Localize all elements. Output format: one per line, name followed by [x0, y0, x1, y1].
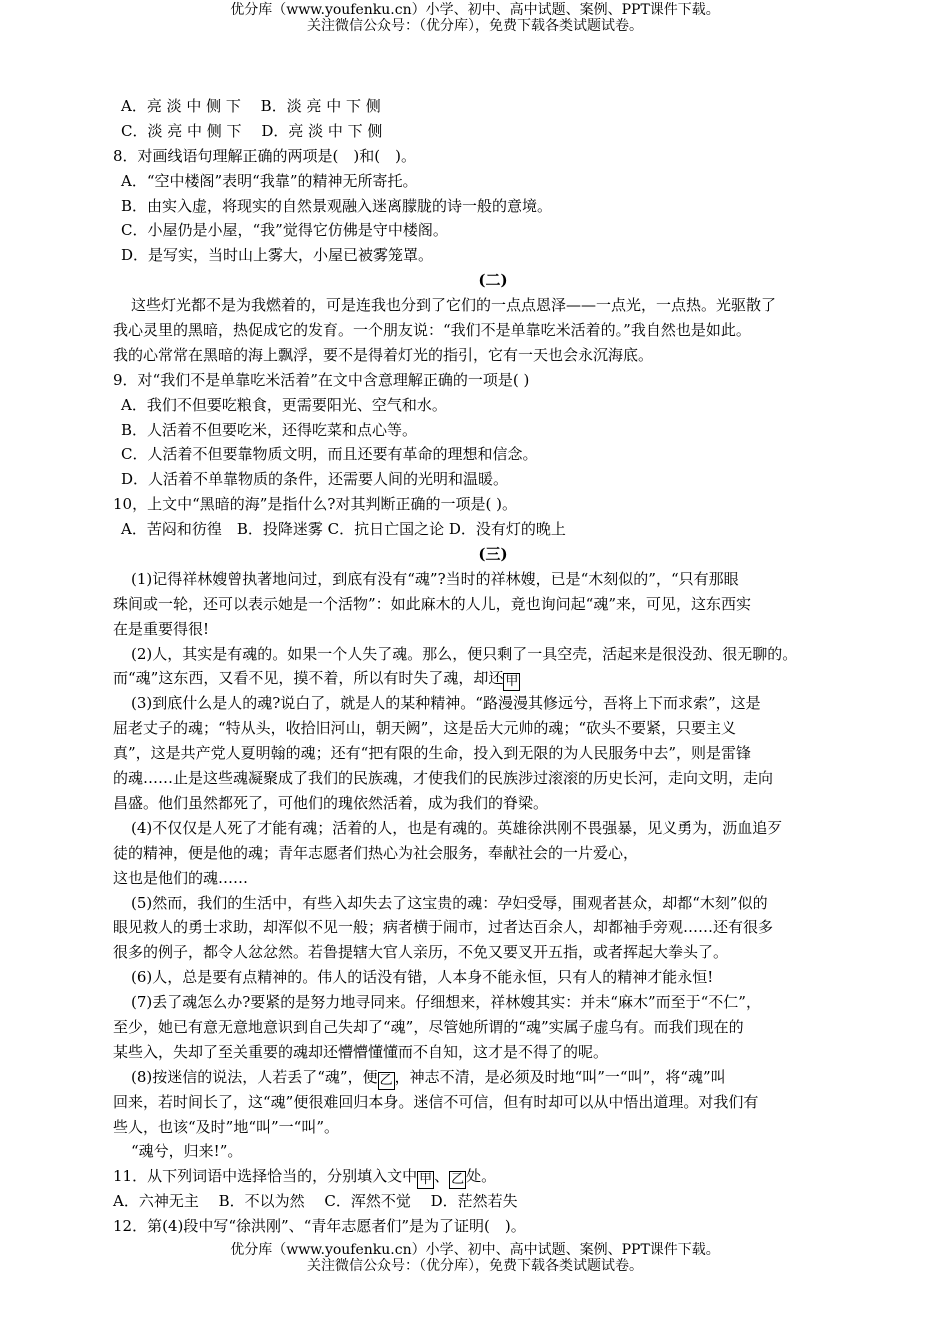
q11-stem-text: 处。	[466, 1167, 497, 1186]
section-3-paragraph-line: 至少，她已有意无意地意识到自己失却了“魂”，尽管她所谓的“魂”实属子虚乌有。而我们现在的	[113, 1017, 744, 1036]
section-3-paragraph-line: 在是重要得很!	[113, 619, 210, 638]
footer-line-2: 关注微信公众号：（优分库），免费下载各类试题试卷。	[307, 1258, 643, 1274]
section-3-paragraph-line: 这也是他们的魂……	[113, 868, 249, 887]
q9-option-b: B．人活着不但要吃米，还得吃菜和点心等。	[121, 420, 418, 439]
q11-options: A．六神无主 B．不以为然 C．浑然不觉 D．茫然若失	[113, 1192, 518, 1211]
section-3-paragraph-line: 徒的精神，便是他的魂；青年志愿者们热心为社会服务，奉献社会的一片爱心，	[113, 843, 639, 862]
blank-marker-jia: 甲	[505, 674, 519, 690]
section-3-paragraph-line: (2)人，其实是有魂的。如果一个人失了魂。那么，便只剩了一具空壳，活起来是很没劲、很无聊的。	[131, 644, 798, 663]
section-3-paragraph-line: 真”，这是共产党人夏明翰的魂；还有“把有限的生命，投入到无限的为人民服务中去”，则是雷锋	[113, 744, 752, 763]
section-3-paragraph-line: 很多的例子，都令人忿忿然。若鲁提辖大官人亲历，不免又要叉开五指，或者挥起大拳头了。	[113, 943, 729, 962]
section-3-paragraph-line: (5)然而，我们的生活中，有些入却失去了这宝贵的魂：孕妇受辱，围观者甚众，却都“木刻”似的	[131, 893, 768, 912]
section-3-paragraph-line: 些人，也该“及时”地“叫”一“叫”。	[113, 1117, 340, 1136]
q8-option-d: D．是写实，当时山上雾大，小屋已被雾笼罩。	[121, 246, 434, 265]
q8-stem: 8．对画线语句理解正确的两项是( )和( )。	[113, 146, 416, 165]
section-3-paragraph-line: (4)不仅仅是人死了才能有魂；活着的人，也是有魂的。英雄徐洪刚不畏强暴，见义勇为，沥血追歹	[131, 818, 783, 837]
section-3-paragraph-line: 珠间或一轮，还可以表示她是一个活物”：如此麻木的人儿，竟也询问起“魂”来，可见，这东西实	[113, 594, 752, 613]
section-3-paragraph-line: 回来，若时间长了，这“魂”便很难回归本身。迷信不可信，但有时却可以从中悟出道理。对我们有	[113, 1092, 759, 1111]
section-2-title: (二)	[478, 271, 508, 290]
q7-options-row-1: A．亮 淡 中 侧 下 B．淡 亮 中 下 侧	[121, 97, 381, 115]
q11-stem-text: 、	[434, 1167, 450, 1186]
q8-option-c: C．小屋仍是小屋，“我”觉得它仿佛是守中楼阁。	[121, 221, 448, 240]
footer-line-1: 优分库（www.youfenku.cn）小学、初中、高中试题、案例、PPT课件下载。	[230, 1242, 720, 1258]
section-3-paragraph-line: (1)记得祥林嫂曾执著地问过，到底有没有“魂”?当时的祥林嫂，已是“木刻似的”，“只有那眼	[131, 569, 739, 588]
q9-option-c: C．人活着不但要靠物质文明，而且还要有革命的理想和信念。	[121, 445, 538, 464]
q9-stem: 9．对“我们不是单靠吃米活着”在文中含意理解正确的一项是( )	[113, 370, 530, 389]
document-body	[113, 94, 873, 1239]
section-3-paragraph-line: (6)人，总是要有点精神的。伟人的话没有错，人本身不能永恒，只有人的精神才能永恒!	[131, 968, 714, 987]
paragraph-text: (8)按迷信的说法，人若丢了“魂”，便	[131, 1067, 378, 1086]
section-3-paragraph-line: 的魂……止是这些魂凝聚成了我们的民族魂，才使我们的民族涉过滚滚的历史长河，走向文明，走向	[113, 769, 774, 788]
blank-marker-yi: 乙	[379, 1072, 393, 1088]
section-3-paragraph-line: (3)到底什么是人的魂?说白了，就是人的某种精神。“路漫漫其修远兮，吾将上下而求索”，这是	[131, 694, 761, 713]
q9-option-a: A．我们不但要吃粮食，更需要阳光、空气和水。	[121, 395, 447, 414]
blank-marker-jia: 甲	[419, 1172, 433, 1188]
section-3-paragraph-line	[113, 1065, 873, 1090]
q11-stem-text: 11．从下列词语中选择恰当的，分别填入文中	[113, 1167, 418, 1186]
section-3-paragraph-line: (7)丢了魂怎么办?要紧的是努力地寻同来。仔细想来，祥林嫂其实：并未“麻木”而至于“不仁”，	[131, 993, 761, 1012]
section-3-paragraph-line: 某些入，失却了至关重要的魂却还懵懵懂懂而不自知，这才是不得了的呢。	[113, 1042, 609, 1061]
q7-options-row-2: C．淡 亮 中 侧 下 D．亮 淡 中 下 侧	[121, 121, 383, 140]
q9-option-d: D．人活着不单靠物质的条件，还需要人间的光明和温暖。	[121, 470, 509, 489]
header-line-2: 关注微信公众号：（优分库），免费下载各类试题试卷。	[307, 18, 643, 34]
q8-option-a: A．“空中楼阁”表明“我靠”的精神无所寄托。	[121, 171, 418, 190]
q10-stem: 10，上文中“黑暗的海”是指什么?对其判断正确的一项是( )。	[113, 495, 517, 514]
section-2-paragraph-line: 我心灵里的黑暗，热促成它的发育。一个朋友说：“我们不是单靠吃米活着的。”我自然也是如此。	[113, 321, 751, 340]
section-2-paragraph-line: 我的心常常在黑暗的海上飘浮，要不是得着灯光的指引，它有一天也会永沉海底。	[113, 345, 654, 364]
page-footer	[0, 1242, 950, 1274]
paragraph-text: ，神志不清，是必须及时地“叫”一“叫”，将“魂”叫	[394, 1067, 726, 1086]
q10-options: A．苦闷和彷徨 B．投降迷雾 C．抗日亡国之论 D．没有灯的晚上	[121, 520, 566, 539]
section-3-paragraph-line: 眼见救人的勇士求助，却浑似不见一般；病者横于闹市，过者达百余人，却都袖手旁观……还有很多	[113, 918, 774, 937]
section-3-paragraph-line: “魂兮，归来!”。	[131, 1142, 243, 1161]
section-3-paragraph-line: 屈老丈子的魂；“特从头，收拾旧河山，朝天阙”，这是岳大元帅的魂；“砍头不要紧，只要主义	[113, 719, 737, 738]
section-3-paragraph-line	[113, 666, 873, 691]
q12-stem: 12．第(4)段中写“徐洪刚”、“青年志愿者们”是为了证明( )。	[113, 1217, 526, 1236]
section-2-paragraph-line: 这些灯光都不是为我燃着的，可是连我也分到了它们的一点点恩泽——一点光，一点热。光驱散了	[131, 296, 777, 315]
header-line-1: 优分库（www.youfenku.cn）小学、初中、高中试题、案例、PPT课件下载。	[230, 2, 720, 18]
blank-marker-yi: 乙	[451, 1172, 465, 1188]
q8-option-b: B．由实入虚，将现实的自然景观融入迷离朦胧的诗一般的意境。	[121, 196, 553, 215]
page-header	[0, 2, 950, 34]
section-3-paragraph-line: 昌盛。他们虽然都死了，可他们的瑰依然活着，成为我们的脊梁。	[113, 793, 549, 812]
q11-stem	[113, 1164, 873, 1189]
section-3-title: (三)	[478, 545, 508, 564]
paragraph-text: 而“魂”这东西，又看不见，摸不着，所以有时失了魂，却还	[113, 669, 504, 688]
